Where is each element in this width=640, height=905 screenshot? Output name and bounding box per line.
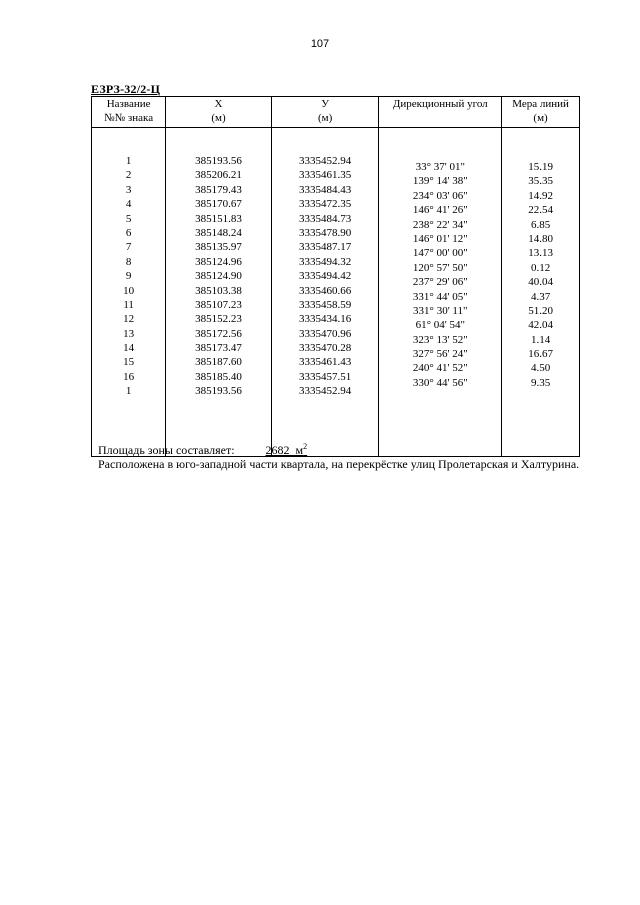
point-number: 3 xyxy=(125,183,132,196)
point-number: 6 xyxy=(125,226,132,239)
y-coordinate: 3335461.35 xyxy=(298,169,352,182)
direction-angle: 61° 04' 54" xyxy=(415,319,465,332)
y-coordinate: 3335457.51 xyxy=(298,370,352,383)
x-coordinate: 385172.56 xyxy=(195,327,242,340)
x-coordinate: 385107.23 xyxy=(195,298,242,311)
line-length: 42.04 xyxy=(528,319,553,332)
y-coordinate: 3335434.16 xyxy=(298,313,352,326)
coordinates-table xyxy=(91,96,580,457)
x-coordinate-column xyxy=(166,128,272,457)
line-length: 14.92 xyxy=(528,189,553,202)
header-point-name-line1: Название xyxy=(106,98,151,110)
x-coordinate: 385193.56 xyxy=(195,155,242,167)
zone-title: ЕЗРЗ-32/2-Ц xyxy=(91,82,161,96)
x-coordinate: 385124.96 xyxy=(195,255,242,268)
header-point-name xyxy=(92,97,166,128)
direction-angle: 331° 44' 05" xyxy=(412,290,468,303)
x-coordinate: 385185.40 xyxy=(195,370,242,383)
direction-angle: 323° 13' 52" xyxy=(412,333,468,346)
line-length: 1.14 xyxy=(530,333,551,346)
y-coordinate: 3335452.94 xyxy=(298,385,352,398)
point-number: 14 xyxy=(123,342,135,355)
point-number: 1 xyxy=(125,385,132,398)
y-coordinate-column xyxy=(271,128,379,457)
x-coordinate: 385135.97 xyxy=(195,241,242,254)
y-coordinate: 3335458.59 xyxy=(298,298,352,311)
direction-angle: 146° 41' 26" xyxy=(412,204,468,217)
y-coordinate: 3335478.90 xyxy=(298,226,352,239)
point-number: 8 xyxy=(125,255,132,268)
header-length-line2: (м) xyxy=(533,112,548,124)
point-number: 1 xyxy=(125,155,132,167)
x-coordinate: 385193.56 xyxy=(195,385,242,398)
angle-column xyxy=(379,128,502,457)
x-coordinate: 385206.21 xyxy=(195,169,242,182)
line-length: 9.35 xyxy=(530,376,551,389)
y-coordinate: 3335484.43 xyxy=(298,183,352,196)
header-x-line2: (м) xyxy=(211,112,226,124)
direction-angle: 237° 29' 06" xyxy=(412,276,468,289)
y-coordinate: 3335494.42 xyxy=(298,270,352,283)
line-length: 15.19 xyxy=(528,161,553,173)
point-number: 9 xyxy=(125,270,132,283)
point-number: 13 xyxy=(123,327,135,340)
table-header-row xyxy=(92,97,580,128)
header-y xyxy=(271,97,379,128)
point-number-column xyxy=(92,128,166,457)
line-length: 6.85 xyxy=(530,218,551,231)
area-unit: м xyxy=(295,443,304,457)
line-length: 51.20 xyxy=(528,304,553,317)
point-number: 2 xyxy=(125,169,132,182)
direction-angle: 331° 30' 11" xyxy=(413,304,468,317)
line-length: 35.35 xyxy=(528,175,553,188)
header-y-line2: (м) xyxy=(317,112,333,124)
x-coordinate: 385187.60 xyxy=(195,356,242,369)
area-value xyxy=(266,443,308,457)
area-number: 2682 xyxy=(265,443,290,457)
y-coordinate: 3335487.17 xyxy=(298,241,352,254)
header-angle-label: Дирекционный угол xyxy=(392,98,488,110)
table-body-row xyxy=(92,128,580,457)
line-length: 4.37 xyxy=(530,290,551,303)
line-length: 4.50 xyxy=(530,362,551,375)
direction-angle: 120° 57' 50" xyxy=(412,261,468,274)
area-label: Площадь зоны составляет: xyxy=(98,443,235,457)
x-coordinate: 385179.43 xyxy=(195,183,242,196)
length-column xyxy=(502,128,580,457)
x-coordinate: 385103.38 xyxy=(195,284,242,297)
direction-angle: 147° 00' 00" xyxy=(412,247,468,260)
direction-angle: 330° 44' 56" xyxy=(412,376,468,389)
x-coordinate: 385173.47 xyxy=(195,342,242,355)
point-number: 4 xyxy=(125,198,132,211)
location-description: Расположена в юго-западной части квартала, на перекрёстке улиц Пролетарская и Халтурина. xyxy=(98,457,580,471)
line-length: 13.13 xyxy=(528,247,553,260)
point-number: 16 xyxy=(123,370,135,383)
header-point-name-line2: №№ знака xyxy=(104,112,154,124)
x-coordinate: 385151.83 xyxy=(195,212,242,225)
direction-angle: 146° 01' 12" xyxy=(412,232,468,245)
y-coordinate: 3335472.35 xyxy=(298,198,352,211)
header-x xyxy=(166,97,272,128)
direction-angle: 33° 37' 01" xyxy=(415,161,465,173)
y-coordinate: 3335484.73 xyxy=(298,212,352,225)
direction-angle: 240° 41' 52" xyxy=(412,362,468,375)
page-number: 107 xyxy=(310,38,330,50)
y-coordinate: 3335470.96 xyxy=(298,327,352,340)
line-length: 22.54 xyxy=(528,204,553,217)
x-coordinate: 385148.24 xyxy=(195,226,242,239)
y-coordinate: 3335460.66 xyxy=(298,284,352,297)
point-number: 7 xyxy=(125,241,132,254)
header-angle xyxy=(379,97,502,128)
y-coordinate: 3335470.28 xyxy=(298,342,352,355)
x-coordinate: 385124.90 xyxy=(195,270,242,283)
header-length xyxy=(502,97,580,128)
point-number: 5 xyxy=(125,212,132,225)
header-y-line1: У xyxy=(321,98,329,110)
direction-angle: 238° 22' 34" xyxy=(412,218,468,231)
line-length: 14.80 xyxy=(528,232,553,245)
header-length-line1: Мера линий xyxy=(512,98,569,110)
line-length: 0.12 xyxy=(530,261,551,274)
area-unit-power: 2 xyxy=(303,442,308,451)
point-number: 12 xyxy=(123,313,135,326)
direction-angle: 139° 14' 38" xyxy=(412,175,468,188)
area-statement xyxy=(98,442,308,458)
point-number: 15 xyxy=(123,356,135,369)
point-number: 10 xyxy=(123,284,135,297)
x-coordinate: 385170.67 xyxy=(195,198,242,211)
header-x-line1: Х xyxy=(214,98,223,110)
direction-angle: 234° 03' 06" xyxy=(412,189,468,202)
y-coordinate: 3335494.32 xyxy=(298,255,352,268)
y-coordinate: 3335461.43 xyxy=(298,356,352,369)
direction-angle: 327° 56' 24" xyxy=(412,348,468,361)
line-length: 40.04 xyxy=(528,276,553,289)
point-number: 11 xyxy=(123,298,134,311)
line-length: 16.67 xyxy=(528,348,553,361)
y-coordinate: 3335452.94 xyxy=(298,155,352,167)
x-coordinate: 385152.23 xyxy=(195,313,242,326)
